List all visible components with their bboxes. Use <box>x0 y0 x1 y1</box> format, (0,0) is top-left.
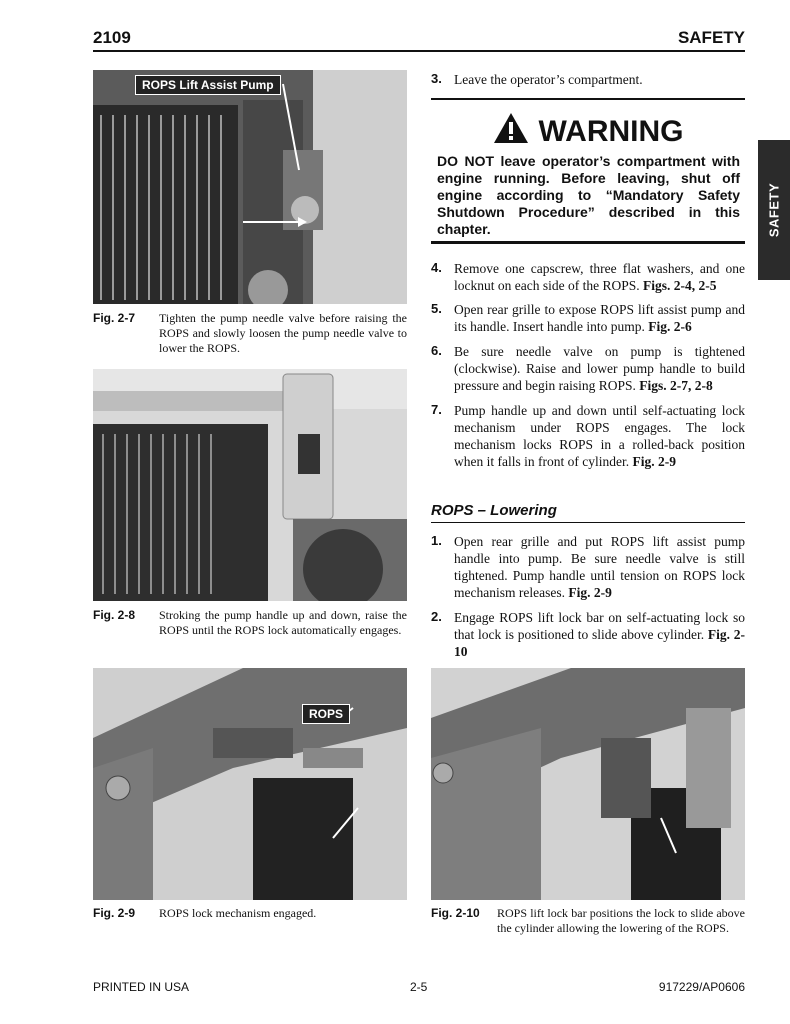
fig-2-7-caption: Tighten the pump needle valve before raising the ROPS and slowly loosen the pump needle valve to lower the ROPS. <box>159 311 407 355</box>
fig-2-7-callout: ROPS Lift Assist Pump <box>135 75 281 95</box>
footer-printed: PRINTED IN USA <box>93 980 190 994</box>
step-3 <box>431 71 745 88</box>
warning-top-rule <box>431 98 745 100</box>
lowering-step-2 <box>431 609 745 660</box>
step-number: 2. <box>431 609 442 624</box>
step-figure-ref: Fig. 2-10 <box>454 627 745 659</box>
step-figure-ref: Figs. 2-7, 2-8 <box>639 378 713 393</box>
step-figure-ref: Figs. 2-4, 2-5 <box>642 278 717 293</box>
step-text: Be sure needle valve on pump is tightened (clockwise). Raise and lower pump handle to build pressure and begin raising ROPS. <box>454 344 745 393</box>
step-text: Engage ROPS lift lock bar on self-actuating lock so that lock is positioned to slide above cylinder. <box>454 610 745 642</box>
step-5 <box>431 301 745 335</box>
step-4 <box>431 260 745 294</box>
step-text: Remove one capscrew, three flat washers, and one locknut on each side of the ROPS. <box>454 261 745 293</box>
warning-heading <box>431 112 745 149</box>
fig-2-9-callout: ROPS <box>302 704 350 724</box>
lowering-step-1 <box>431 533 745 601</box>
warning-triangle-icon <box>493 112 529 144</box>
fig-2-9-number: Fig. 2-9 <box>93 906 136 920</box>
step-number: 7. <box>431 402 442 417</box>
fig-2-10-photo <box>431 668 745 900</box>
step-figure-ref: Fig. 2-6 <box>648 319 692 334</box>
fig-2-7-number: Fig. 2-7 <box>93 311 136 325</box>
side-tab-label: SAFETY <box>766 182 782 238</box>
step-number: 4. <box>431 260 442 275</box>
fig-2-8-photo <box>93 369 407 601</box>
step-number: 5. <box>431 301 442 316</box>
section-rule <box>431 522 745 523</box>
fig-2-8-number: Fig. 2-8 <box>93 608 136 622</box>
warning-bottom-rule <box>431 241 745 244</box>
footer-doc-code: 917229/AP0606 <box>658 980 745 994</box>
step-6 <box>431 343 745 394</box>
header-rule <box>93 50 745 52</box>
step-7 <box>431 402 745 470</box>
warning-body: DO NOT leave operator’s compartment with engine running. Before leaving, shut off engine according to “Mandatory Safety Shutdown Procedure” described in this chapter. <box>437 153 740 237</box>
step-text: Leave the operator’s compartment. <box>454 72 643 87</box>
step-text: Open rear grille and put ROPS lift assist pump handle into pump. Be sure needle valve is still tightened. Pump handle until tension on ROPS lock mechanism releases. <box>454 534 745 600</box>
step-figure-ref: Fig. 2-9 <box>632 454 676 469</box>
fig-2-10-caption: ROPS lift lock bar positions the lock to slide above the cylinder allowing the lowering of the ROPS. <box>497 906 745 935</box>
header-model: 2109 <box>93 28 131 47</box>
step-figure-ref: Fig. 2-9 <box>568 585 612 600</box>
section-title-lowering: ROPS – Lowering <box>431 502 557 519</box>
fig-2-8-caption: Stroking the pump handle up and down, raise the ROPS until the ROPS lock automatically engages. <box>159 608 407 637</box>
footer-page-number: 2-5 <box>410 980 428 994</box>
fig-2-10-number: Fig. 2-10 <box>431 906 480 920</box>
step-text: Pump handle up and down until self-actuating lock mechanism under ROPS engages. The lock mechanism locks ROPS in a rolled-back position when it falls in front of cylinder. <box>454 403 745 469</box>
step-text: Open rear grille to expose ROPS lift assist pump and its handle. Insert handle into pump. <box>454 302 745 334</box>
fig-2-9-photo <box>93 668 407 900</box>
warning-title: WARNING <box>538 115 684 148</box>
side-section-tab <box>758 140 790 280</box>
fig-2-7-photo <box>93 70 407 304</box>
fig-2-9-caption: ROPS lock mechanism engaged. <box>159 906 317 920</box>
header-section: SAFETY <box>677 28 745 47</box>
step-number: 1. <box>431 533 442 548</box>
step-number: 6. <box>431 343 442 358</box>
step-number: 3. <box>431 71 442 86</box>
